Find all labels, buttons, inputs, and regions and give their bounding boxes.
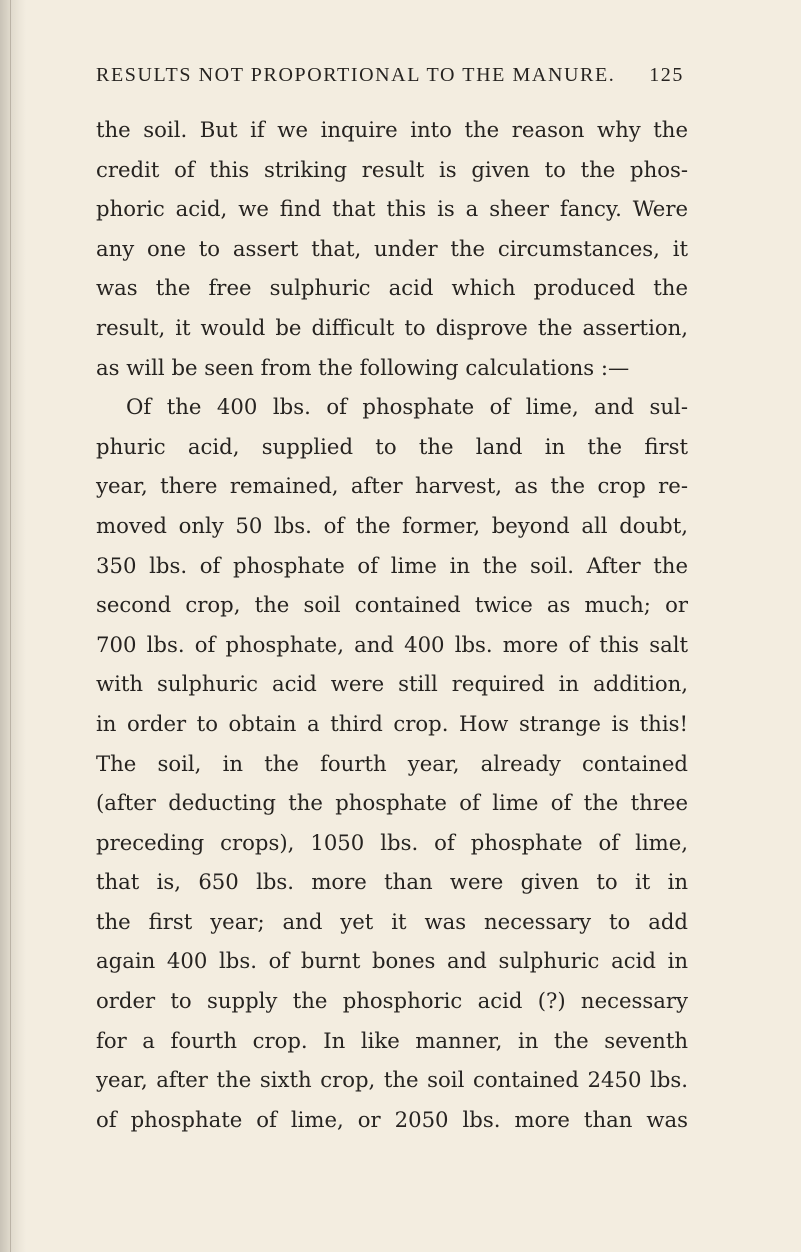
book-page: [96, 62, 688, 1132]
text-line: was the free sulphuric acid which produced the: [96, 275, 688, 301]
text-line: phuric acid, supplied to the land in the first: [96, 433, 688, 459]
binding-shadow: [0, 0, 26, 1252]
text-line: preceding crops), 1050 lbs. of phosphate of lime,: [96, 829, 688, 855]
text-line: result, it would be difficult to disprove the assertion,: [96, 314, 688, 340]
text-line: any one to assert that, under the circumstances, it: [96, 235, 688, 261]
text-line: the first year; and yet it was necessary to add: [96, 908, 688, 934]
text-line: 350 lbs. of phosphate of lime in the soil. After the: [96, 552, 688, 578]
text-line: (after deducting the phosphate of lime of the three: [96, 790, 688, 816]
text-line: for a fourth crop. In like manner, in the seventh: [96, 1027, 688, 1053]
text-line: second crop, the soil contained twice as much; or: [96, 592, 688, 618]
text-line: of phosphate of lime, or 2050 lbs. more than was: [96, 1106, 688, 1132]
text-line: again 400 lbs. of burnt bones and sulphuric acid in: [96, 948, 688, 974]
text-line: phoric acid, we find that this is a sheer fancy. Were: [96, 196, 688, 222]
text-line: moved only 50 lbs. of the former, beyond all doubt,: [96, 512, 688, 538]
text-line: the soil. But if we inquire into the reason why the: [96, 117, 688, 142]
text-line: year, there remained, after harvest, as the crop re-: [96, 473, 688, 499]
text-line: as will be seen from the following calculations :—: [96, 354, 630, 380]
text-line: The soil, in the fourth year, already contained: [96, 750, 688, 776]
text-line: order to supply the phosphoric acid (?) necessary: [96, 988, 688, 1014]
running-head-title: RESULTS NOT PROPORTIONAL TO THE MANURE.: [96, 64, 616, 86]
paragraph-first-line: Of the 400 lbs. of phosphate of lime, and sul-: [126, 394, 688, 420]
text-line: year, after the sixth crop, the soil contained 2450 lbs.: [96, 1067, 688, 1093]
page-number: 125: [649, 64, 684, 86]
binding-edge: [10, 0, 11, 1252]
text-line: in order to obtain a third crop. How strange is this!: [96, 710, 688, 736]
text-line: 700 lbs. of phosphate, and 400 lbs. more of this salt: [96, 631, 688, 657]
text-line: that is, 650 lbs. more than were given to it in: [96, 869, 688, 895]
running-head: [96, 62, 688, 88]
body-text: [96, 110, 688, 1139]
text-line: credit of this striking result is given to the phos-: [96, 156, 688, 182]
text-line: with sulphuric acid were still required in addition,: [96, 671, 688, 697]
